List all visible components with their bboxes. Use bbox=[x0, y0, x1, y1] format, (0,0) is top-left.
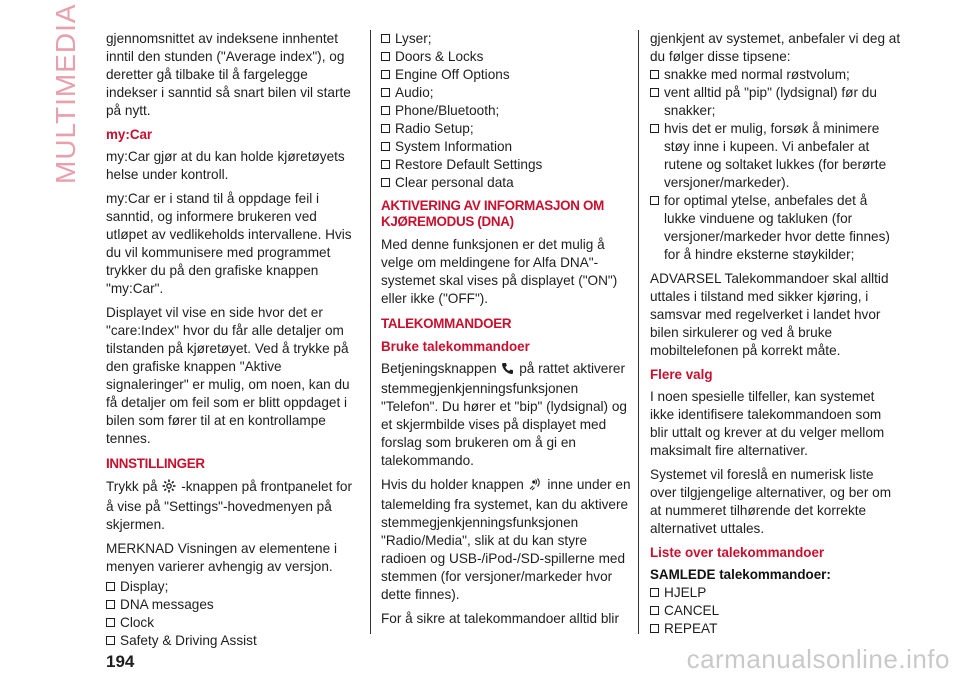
list-item-label: vent alltid på "pip" (lydsignal) før du snakker; bbox=[664, 85, 877, 118]
list-item-label: Doors & Locks bbox=[395, 49, 484, 64]
bullet-box-icon bbox=[106, 600, 115, 609]
bullet-box-icon bbox=[381, 88, 390, 97]
list-item bbox=[381, 48, 631, 66]
settings-gear-icon bbox=[162, 479, 176, 498]
column-divider bbox=[370, 30, 371, 634]
list-item-label: REPEAT bbox=[664, 621, 718, 636]
list-item-label: Display; bbox=[120, 579, 169, 594]
text: Hvis du holder knappen bbox=[381, 477, 524, 492]
bullet-box-icon bbox=[381, 106, 390, 115]
list-item-label: System Information bbox=[395, 139, 513, 154]
paragraph bbox=[106, 478, 358, 534]
bullet-box-icon bbox=[381, 178, 390, 187]
bullet-box-icon bbox=[650, 196, 659, 205]
list-item bbox=[650, 602, 902, 620]
list-item bbox=[381, 66, 631, 84]
heading-use-voice: Bruke talekommandoer bbox=[381, 339, 530, 354]
list-item bbox=[650, 66, 902, 84]
settings-list bbox=[381, 30, 631, 192]
text: Betjeningsknappen bbox=[381, 361, 497, 376]
bullet-box-icon bbox=[650, 588, 659, 597]
column-2 bbox=[381, 30, 631, 634]
column-3 bbox=[650, 30, 902, 644]
tips-list bbox=[650, 66, 902, 264]
voice-command-icon bbox=[529, 478, 543, 496]
list-item bbox=[650, 84, 902, 120]
list-item-label: Restore Default Settings bbox=[395, 157, 543, 172]
paragraph: For å sikre at talekommandoer alltid blir bbox=[381, 611, 619, 626]
list-item bbox=[381, 138, 631, 156]
watermark: carmanualsonline.info bbox=[686, 644, 950, 674]
text: på rattet aktiverer stemmegjenkjenningsfunksjonen "Telefon". Du hører et "bip" (lydsignal) og et skjermbilde vises på displayet med forslag som brukeren om å gi en talekommando. bbox=[381, 361, 627, 468]
paragraph bbox=[381, 476, 631, 604]
commands-list bbox=[650, 584, 902, 638]
bullet-box-icon bbox=[650, 70, 659, 79]
list-item-label: Audio; bbox=[395, 85, 434, 100]
heading-voice-commands: TALEKOMMANDOER bbox=[381, 316, 512, 331]
list-item bbox=[381, 120, 631, 138]
list-item bbox=[650, 620, 902, 638]
paragraph: MERKNAD Visningen av elementene i menyen varierer avhengig av versjon. bbox=[106, 541, 337, 574]
list-item bbox=[650, 120, 902, 192]
paragraph: gjennomsnittet av indeksene innhentet inntil den stunden ("Average index"), og deretter gå tilbake til å fargelegge indekser i sanntid så snart bilen vil starte på nytt. bbox=[106, 31, 351, 118]
list-item-label: snakke med normal røstvolum; bbox=[664, 67, 850, 82]
heading-more-options: Flere valg bbox=[650, 367, 713, 382]
bullet-box-icon bbox=[650, 124, 659, 133]
paragraph: Displayet vil vise en side hvor det er "care:Index" hvor du får alle detaljer om tilstanden på kjøretøyet. Ved å trykke på den grafiske knappen "Aktive signaleringer" er mulig, om noen, kan du få detaljer om feil som er blitt oppdaget i bilen som fører til at en kontrollampe tennes. bbox=[106, 305, 350, 446]
bullet-box-icon bbox=[381, 70, 390, 79]
list-item bbox=[381, 30, 631, 48]
list-item-label: for optimal ytelse, anbefales det å lukke vinduene og takluken (for versjoner/markeder hvor dette finnes) for å hindre eksterne støykilder; bbox=[664, 193, 890, 262]
bullet-box-icon bbox=[650, 606, 659, 615]
list-item bbox=[381, 102, 631, 120]
list-item bbox=[381, 84, 631, 102]
list-item-label: hvis det er mulig, forsøk å minimere støy inne i kupeen. Vi anbefaler at rutene og soltaket lukkes (for berørte versjoner/markeder). bbox=[664, 121, 887, 190]
list-item-label: Lyser; bbox=[395, 31, 432, 46]
paragraph: I noen spesielle tilfeller, kan systemet ikke identifisere talekommandoen som blir uttalt og krever at du velger mellom maksimalt fire alternativer. bbox=[650, 389, 885, 458]
paragraph: gjenkjent av systemet, anbefaler vi deg at du følger disse tipsene: bbox=[650, 31, 901, 64]
paragraph: my:Car er i stand til å oppdage feil i sanntid, og informere brukeren ved utløpet av vedlikeholds intervallene. Hvis du vil kommunisere med programmet trykker du på den grafiske knappen "my:Car". bbox=[106, 191, 352, 296]
list-item bbox=[650, 192, 902, 264]
bullet-box-icon bbox=[381, 142, 390, 151]
bullet-box-icon bbox=[106, 618, 115, 627]
list-item bbox=[650, 584, 902, 602]
heading-global-commands: SAMLEDE talekommandoer: bbox=[650, 567, 831, 582]
bullet-box-icon bbox=[650, 624, 659, 633]
section-tab-label: MULTIMEDIA bbox=[50, 3, 81, 184]
paragraph bbox=[381, 360, 631, 470]
bullet-box-icon bbox=[381, 34, 390, 43]
bullet-box-icon bbox=[106, 582, 115, 591]
section-tab bbox=[50, 3, 90, 184]
paragraph: Systemet vil foreslå en numerisk liste over tilgjengelige alternativer, og ber om at nummeret tilhørende det korrekte alternativet uttales. bbox=[650, 467, 892, 536]
settings-list bbox=[106, 578, 358, 650]
bullet-box-icon bbox=[106, 636, 115, 645]
bullet-box-icon bbox=[381, 160, 390, 169]
list-item-label: Engine Off Options bbox=[395, 67, 510, 82]
bullet-box-icon bbox=[381, 52, 390, 61]
column-1 bbox=[106, 30, 358, 656]
paragraph: Med denne funksjonen er det mulig å velge om meldingene for Alfa DNA"-systemet skal vises på displayet ("ON") eller ikke ("OFF"). bbox=[381, 237, 618, 306]
bullet-box-icon bbox=[381, 124, 390, 133]
paragraph: my:Car gjør at du kan holde kjøretøyets helse under kontroll. bbox=[106, 149, 345, 182]
text: Trykk på bbox=[106, 479, 158, 494]
heading-settings: INNSTILLINGER bbox=[106, 456, 205, 471]
phone-icon bbox=[501, 362, 514, 380]
heading-mycar: my:Car bbox=[106, 127, 153, 142]
list-item bbox=[106, 578, 358, 596]
list-item bbox=[381, 174, 631, 192]
paragraph: ADVARSEL Talekommandoer skal alltid uttales i tilstand med sikker kjøring, i samsvar med regelverket i landet hvor bilen sirkulerer og ved å bruke mobiltelefonen på korrekt måte. bbox=[650, 271, 889, 358]
list-item bbox=[381, 156, 631, 174]
list-item-label: Safety & Driving Assist bbox=[120, 633, 257, 648]
text: inne under en talemelding fra systemet, kan du aktivere stemmegjenkjenningsfunksjonen "Radio/Media", slik at du kan styre radioen og USB-/iPod-/SD-spillerne med stemmen (for versjoner/markeder hvor dette finnes). bbox=[381, 477, 631, 602]
column-divider bbox=[638, 30, 639, 634]
list-item bbox=[106, 632, 358, 650]
bullet-box-icon bbox=[650, 88, 659, 97]
heading-command-list: Liste over talekommandoer bbox=[650, 545, 825, 560]
list-item-label: Clock bbox=[120, 615, 154, 630]
list-item-label: Phone/Bluetooth; bbox=[395, 103, 500, 118]
page-number: 194 bbox=[106, 652, 135, 671]
text: -knappen på frontpanelet for å vise på "Settings"-hovedmenyen på skjermen. bbox=[106, 479, 352, 532]
list-item bbox=[106, 596, 358, 614]
list-item-label: CANCEL bbox=[664, 603, 720, 618]
list-item bbox=[106, 614, 358, 632]
list-item-label: Clear personal data bbox=[395, 175, 514, 190]
list-item-label: HJELP bbox=[664, 585, 707, 600]
list-item-label: DNA messages bbox=[120, 597, 214, 612]
heading-dna: AKTIVERING AV INFORMASJON OM KJØREMODUS (DNA) bbox=[381, 198, 604, 229]
list-item-label: Radio Setup; bbox=[395, 121, 474, 136]
